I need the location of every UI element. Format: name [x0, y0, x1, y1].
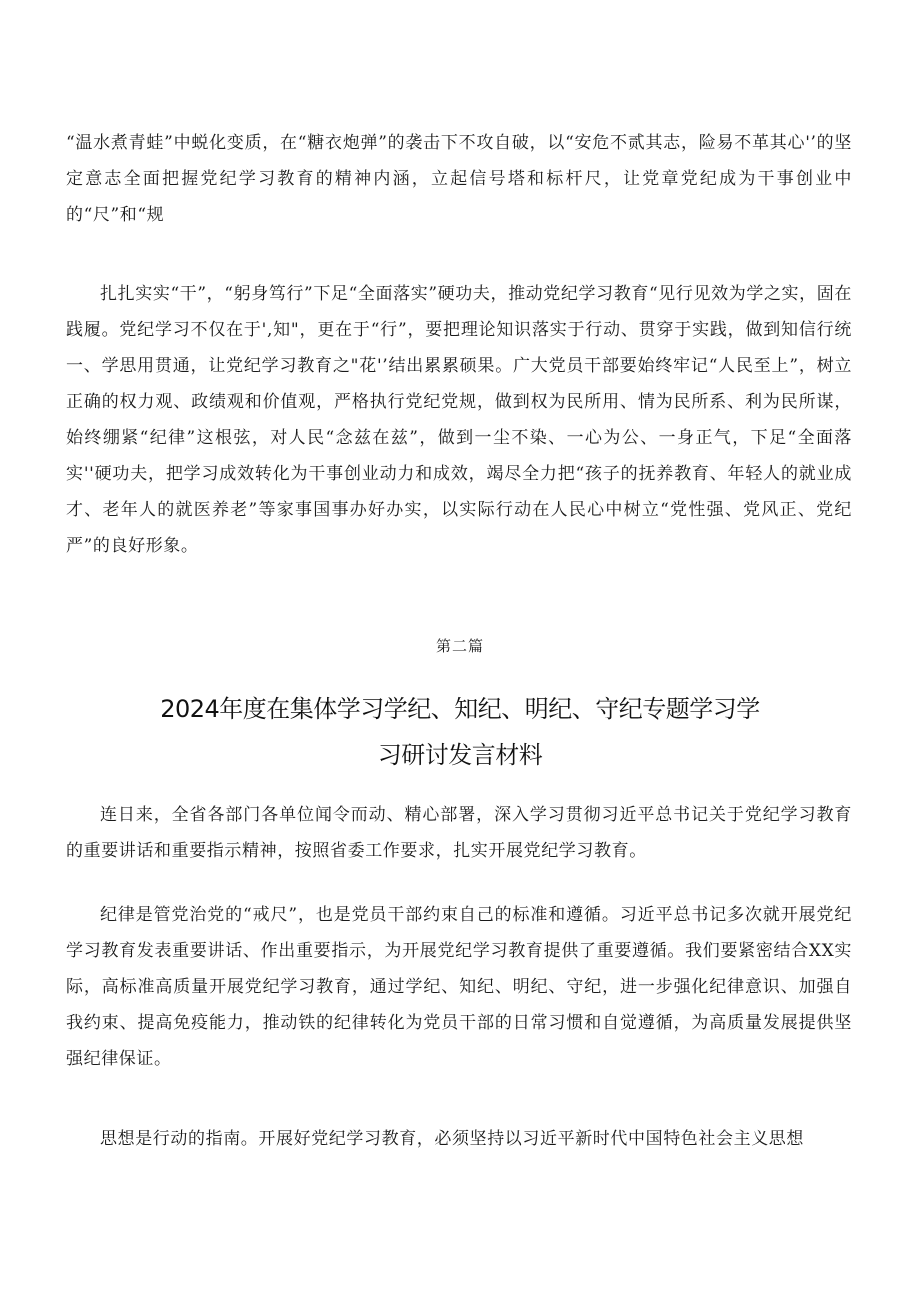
document-title	[100, 686, 820, 778]
section-label: 第二篇	[435, 637, 484, 655]
paragraph-continued: “温水煮青蛙”中蜕化变质，在“糖衣炮弹”的袭击下不攻自破，以“安危不贰其志，险易不革其心'’的坚定意志全面把握党纪学习教育的精神内涵，立起信号塔和标杆尺，让党章党纪成为干事创业中的“尺”和“规	[66, 133, 852, 225]
title-line-1: 2024年度在集体学习学纪、知纪、明纪、守纪专题学习学	[160, 695, 760, 723]
paragraph-intro: 连日来，全省各部门各单位闻令而动、精心部署，深入学习贯彻习近平总书记关于党纪学习教育的重要讲话和重要指示精神，按照省委工作要求，扎实开展党纪学习教育。	[66, 805, 852, 861]
paragraph-practice: 扎扎实实“干”，“躬身笃行”下足“全面落实”硬功夫，推动党纪学习教育“见行见效为学之实，固在践履。党纪学习不仅在于',知"，更在于“行”，要把理论知识落实于行动、贯穿于实践，做到知信行统一、学思用贯通，让党纪学习教育之"花'’结出累累硕果。广大党员干部要始终牢记“人民至上”，树立正确的权力观、政绩观和价值观，严格执行党纪党规，做到权为民所用、情为民所系、利为民所谋，始终绷紧“纪律”这根弦，对人民“念兹在兹”，做到一尘不染、一心为公、一身正气，下足“全面落实''硬功夫，把学习成效转化为干事创业动力和成效，竭尽全力把“孩子的抚养教育、年轻人的就业成才、老年人的就医养老”等家事国事办好办实，以实际行动在人民心中树立“党性强、党风正、党纪严”的良好形象。	[66, 284, 852, 556]
paragraph-discipline: 纪律是管党治党的“戒尺”，也是党员干部约束自己的标准和遵循。习近平总书记多次就开展党纪学习教育发表重要讲话、作出重要指示，为开展党纪学习教育提供了重要遵循。我们要紧密结合XX实际，高标准高质量开展党纪学习教育，通过学纪、知纪、明纪、守纪，进一步强化纪律意识、加强自我约束、提高免疫能力，推动铁的纪律转化为党员干部的日常习惯和自觉遵循，为高质量发展提供坚强纪律保证。	[66, 905, 852, 1069]
paragraph-thought: 思想是行动的指南。开展好党纪学习教育，必须坚持以习近平新时代中国特色社会主义思想	[100, 1129, 804, 1149]
title-line-2: 习研讨发言材料	[377, 741, 543, 769]
